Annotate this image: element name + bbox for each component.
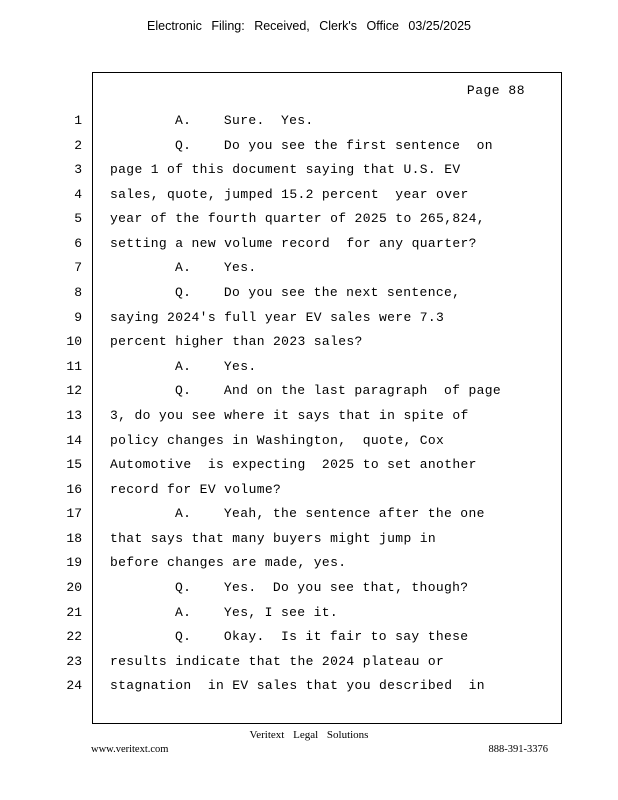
transcript-line: Q. Do you see the first sentence on [175,138,493,153]
transcript-line: A. Sure. Yes. [175,113,314,128]
transcript-line: results indicate that the 2024 plateau or [110,654,445,669]
line-number: 22 [66,629,82,644]
line-number: 17 [66,506,82,521]
transcript-line: that says that many buyers might jump in [110,531,437,546]
transcript-line: A. Yes. [175,260,257,275]
transcript-line: A. Yeah, the sentence after the one [175,506,485,521]
line-number: 5 [74,211,82,226]
transcript-line: before changes are made, yes. [110,555,347,570]
footer-url: www.veritext.com [91,744,169,755]
filing-header: Electronic Filing: Received, Clerk's Office 03/25/2025 [147,19,471,33]
line-number: 6 [74,236,82,251]
transcript-line: A. Yes, I see it. [175,605,339,620]
line-number: 7 [74,260,82,275]
line-number: 16 [66,482,82,497]
line-number: 8 [74,285,82,300]
transcript-line: Q. Do you see the next sentence, [175,285,461,300]
transcript-line: Q. Yes. Do you see that, though? [175,580,469,595]
line-number: 21 [66,605,82,620]
line-number: 4 [74,187,82,202]
line-number: 18 [66,531,82,546]
transcript-line: page 1 of this document saying that U.S. EV [110,162,461,177]
line-number: 9 [74,310,82,325]
transcript-line: sales, quote, jumped 15.2 percent year over [110,187,469,202]
transcript-line: policy changes in Washington, quote, Cox [110,433,445,448]
transcript-line: year of the fourth quarter of 2025 to 265,824, [110,211,485,226]
page-number: Page 88 [466,83,525,98]
transcript-line: saying 2024's full year EV sales were 7.3 [110,310,445,325]
footer-company: Veritext Legal Solutions [249,729,369,741]
transcript-line: percent higher than 2023 sales? [110,334,363,349]
line-number: 20 [66,580,82,595]
transcript-line: stagnation in EV sales that you described in [110,678,485,693]
transcript-line: A. Yes. [175,359,257,374]
line-number: 10 [66,334,82,349]
line-number: 11 [66,359,82,374]
line-number: 23 [66,654,82,669]
line-number: 2 [74,138,82,153]
line-number: 3 [74,162,82,177]
footer-phone: 888-391-3376 [488,744,548,755]
transcript-line: Q. And on the last paragraph of page [175,383,502,398]
line-number: 19 [66,555,82,570]
transcript-line: setting a new volume record for any quarter? [110,236,477,251]
transcript-line: 3, do you see where it says that in spite of [110,408,469,423]
line-number: 15 [66,457,82,472]
transcript-line: record for EV volume? [110,482,282,497]
transcript-line: Q. Okay. Is it fair to say these [175,629,469,644]
transcript-line: Automotive is expecting 2025 to set another [110,457,477,472]
line-number: 14 [66,433,82,448]
line-number: 1 [74,113,82,128]
line-number: 24 [66,678,82,693]
line-number: 12 [66,383,82,398]
line-number: 13 [66,408,82,423]
